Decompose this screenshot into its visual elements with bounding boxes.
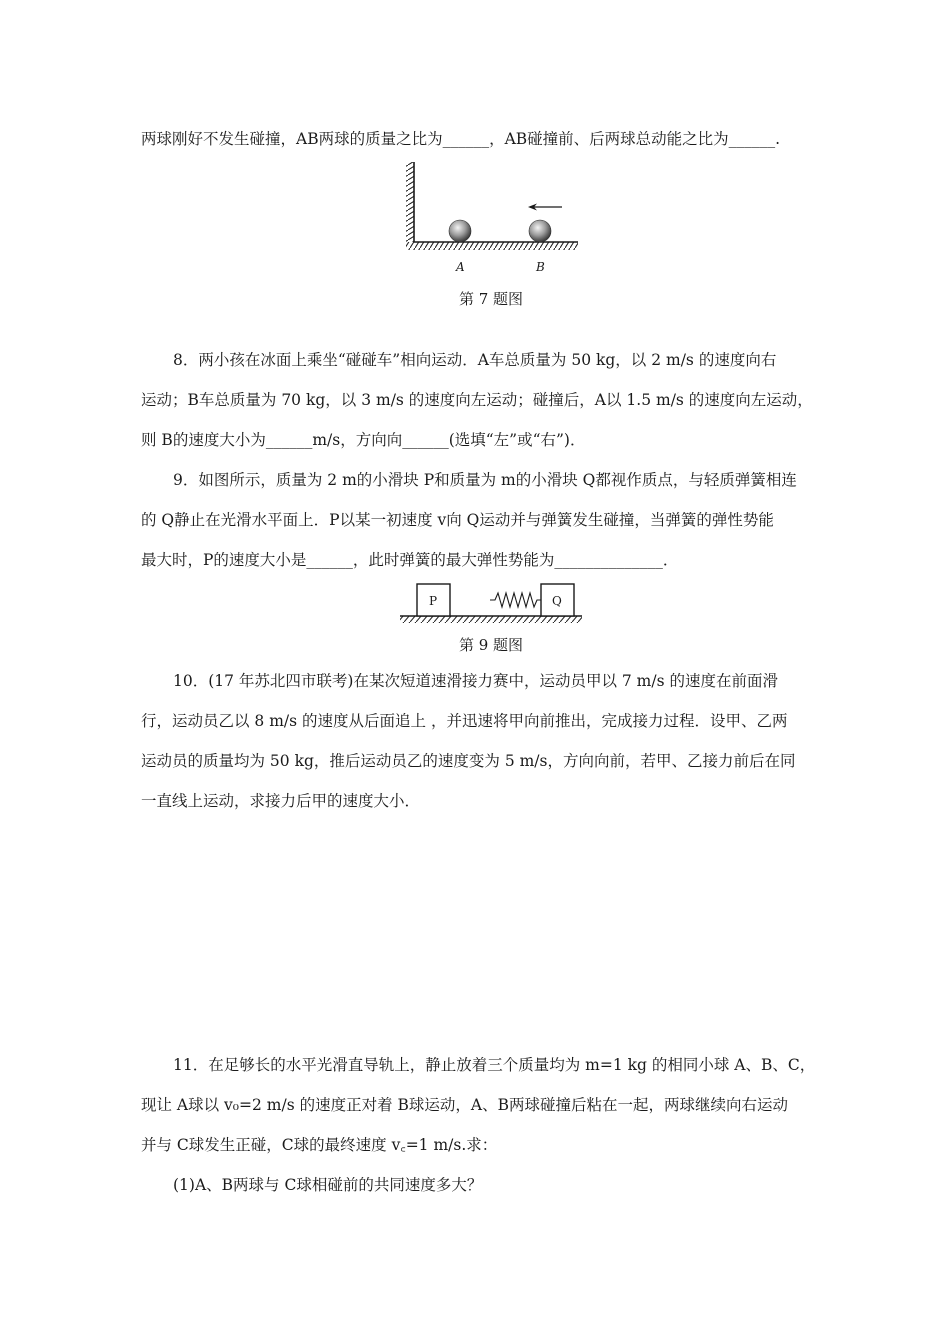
label-q: Q (552, 594, 562, 608)
q10-text-line-3: 运动员的质量均为 50 kg，推后运动员乙的速度变为 5 m/s，方向向前，若甲、乙接力前后在同 (141, 752, 796, 770)
ball-a (449, 220, 471, 242)
figure-9-caption: 第 9 题图 (458, 636, 524, 654)
q7-text-line-1: 两球刚好不发生碰撞，AB两球的质量之比为______，AB碰撞前、后两球总动能之比为______. (141, 130, 781, 148)
q9-text-line-1: 9．如图所示，质量为 2 m的小滑块 P和质量为 m的小滑块 Q都视作质点，与轻质弹簧相连 (173, 471, 797, 489)
figure-7-diagram (400, 160, 590, 280)
spring (490, 593, 541, 607)
wall (406, 162, 414, 242)
q10-text-line-2: 行，运动员乙以 8 m/s 的速度从后面追上 ，并迅速将甲向前推出，完成接力过程．设甲、乙两 (141, 712, 788, 730)
q10-text-line-4: 一直线上运动，求接力后甲的速度大小． (141, 792, 421, 810)
ball-b (529, 220, 551, 242)
figure-7-caption: 第 7 题图 (458, 290, 524, 308)
label-p: P (429, 594, 438, 608)
label-a: A (456, 260, 465, 274)
q8-text-line-1: 8．两小孩在冰面上乘坐“碰碰车”相向运动．A车总质量为 50 kg，以 2 m/s 的速度向右 (173, 351, 777, 369)
velocity-arrow (528, 204, 562, 211)
q9-text-line-3: 最大时，P的速度大小是______，此时弹簧的最大弹性势能为______________． (141, 551, 679, 569)
q11-text-line-3: 并与 C球发生正碰，C球的最终速度 v꜀=1 m/s.求： (141, 1136, 498, 1154)
q11-part-1: (1)A、B两球与 C球相碰前的共同速度多大？ (173, 1176, 483, 1194)
q11-text-line-2: 现让 A球以 v₀=2 m/s 的速度正对着 B球运动，A、B两球碰撞后粘在一起，两球继续向右运动 (141, 1096, 788, 1114)
q10-text-line-1: 10．(17 年苏北四市联考)在某次短道速滑接力赛中，运动员甲以 7 m/s 的速度在前面滑 (173, 672, 778, 690)
ground (406, 242, 578, 250)
ground (400, 616, 582, 623)
label-b: B (536, 260, 545, 274)
q8-text-line-2: 运动；B车总质量为 70 kg，以 3 m/s 的速度向左运动；碰撞后，A以 1.5 m/s 的速度向左运动， (141, 391, 813, 409)
q8-text-line-3: 则 B的速度大小为______m/s，方向向______(选填“左”或“右”)． (141, 431, 586, 449)
q11-text-line-1: 11．在足够长的水平光滑直导轨上，静止放着三个质量均为 m=1 kg 的相同小球 A、B、C， (173, 1056, 816, 1074)
figure-9-diagram (398, 580, 584, 632)
q9-text-line-2: 的 Q静止在光滑水平面上．P以某一初速度 v向 Q运动并与弹簧发生碰撞，当弹簧的弹性势能 (141, 511, 774, 529)
